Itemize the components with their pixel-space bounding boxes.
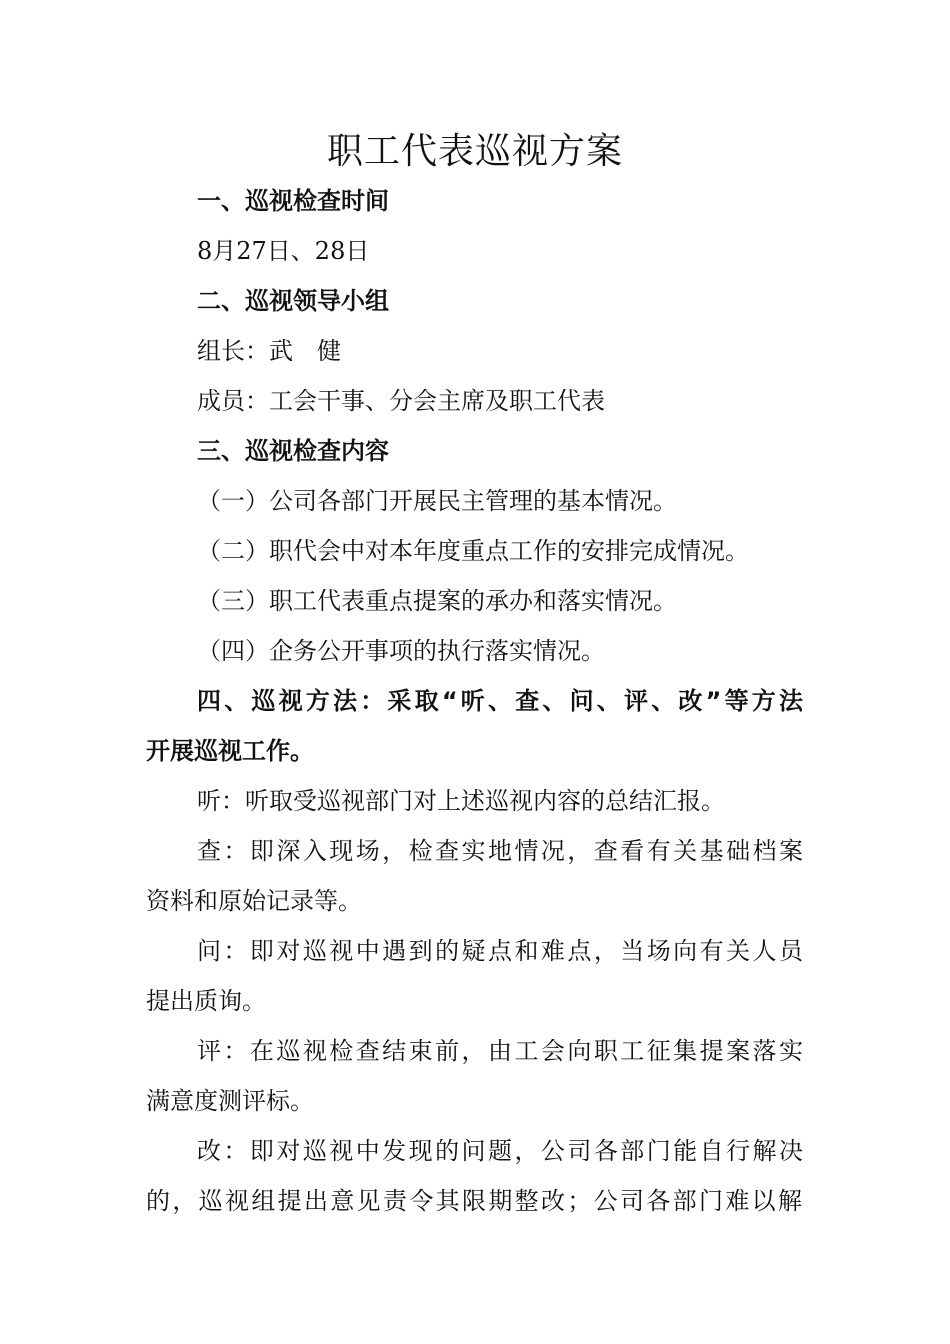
section-heading-method-line1: 四、巡视方法：采取“听、查、问、评、改”等方法	[197, 687, 803, 715]
method-rectify-line1: 改：即对巡视中发现的问题，公司各部门能自行解决	[197, 1137, 803, 1165]
section-heading-time: 一、巡视检查时间	[197, 187, 389, 215]
content-item-1: （一）公司各部门开展民主管理的基本情况。	[197, 487, 677, 515]
section-heading-content: 三、巡视检查内容	[197, 437, 389, 465]
section-heading-leadership: 二、巡视领导小组	[197, 287, 389, 315]
group-members: 成员：工会干事、分会主席及职工代表	[197, 387, 605, 415]
content-item-3: （三）职工代表重点提案的承办和落实情况。	[197, 587, 677, 615]
method-rectify-line2: 的，巡视组提出意见责令其限期整改；公司各部门难以解	[146, 1187, 802, 1215]
content-item-4: （四）企务公开事项的执行落实情况。	[197, 637, 605, 665]
section-heading-method-line2: 开展巡视工作。	[146, 737, 314, 765]
method-ask-line1: 问：即对巡视中遇到的疑点和难点，当场向有关人员	[197, 937, 803, 965]
group-leader: 组长：武 健	[197, 337, 341, 365]
content-item-2: （二）职代会中对本年度重点工作的安排完成情况。	[197, 537, 749, 565]
method-evaluate-line1: 评：在巡视检查结束前，由工会向职工征集提案落实	[197, 1037, 803, 1065]
inspection-date: 8月27日、28日	[197, 237, 370, 265]
document-title: 职工代表巡视方案	[326, 131, 623, 172]
method-listen: 听：听取受巡视部门对上述巡视内容的总结汇报。	[197, 787, 725, 815]
method-check-line2: 资料和原始记录等。	[146, 887, 362, 915]
method-ask-line2: 提出质询。	[146, 987, 266, 1015]
method-evaluate-line2: 满意度测评标。	[146, 1087, 314, 1115]
method-check-line1: 查：即深入现场，检查实地情况，查看有关基础档案	[197, 837, 803, 865]
